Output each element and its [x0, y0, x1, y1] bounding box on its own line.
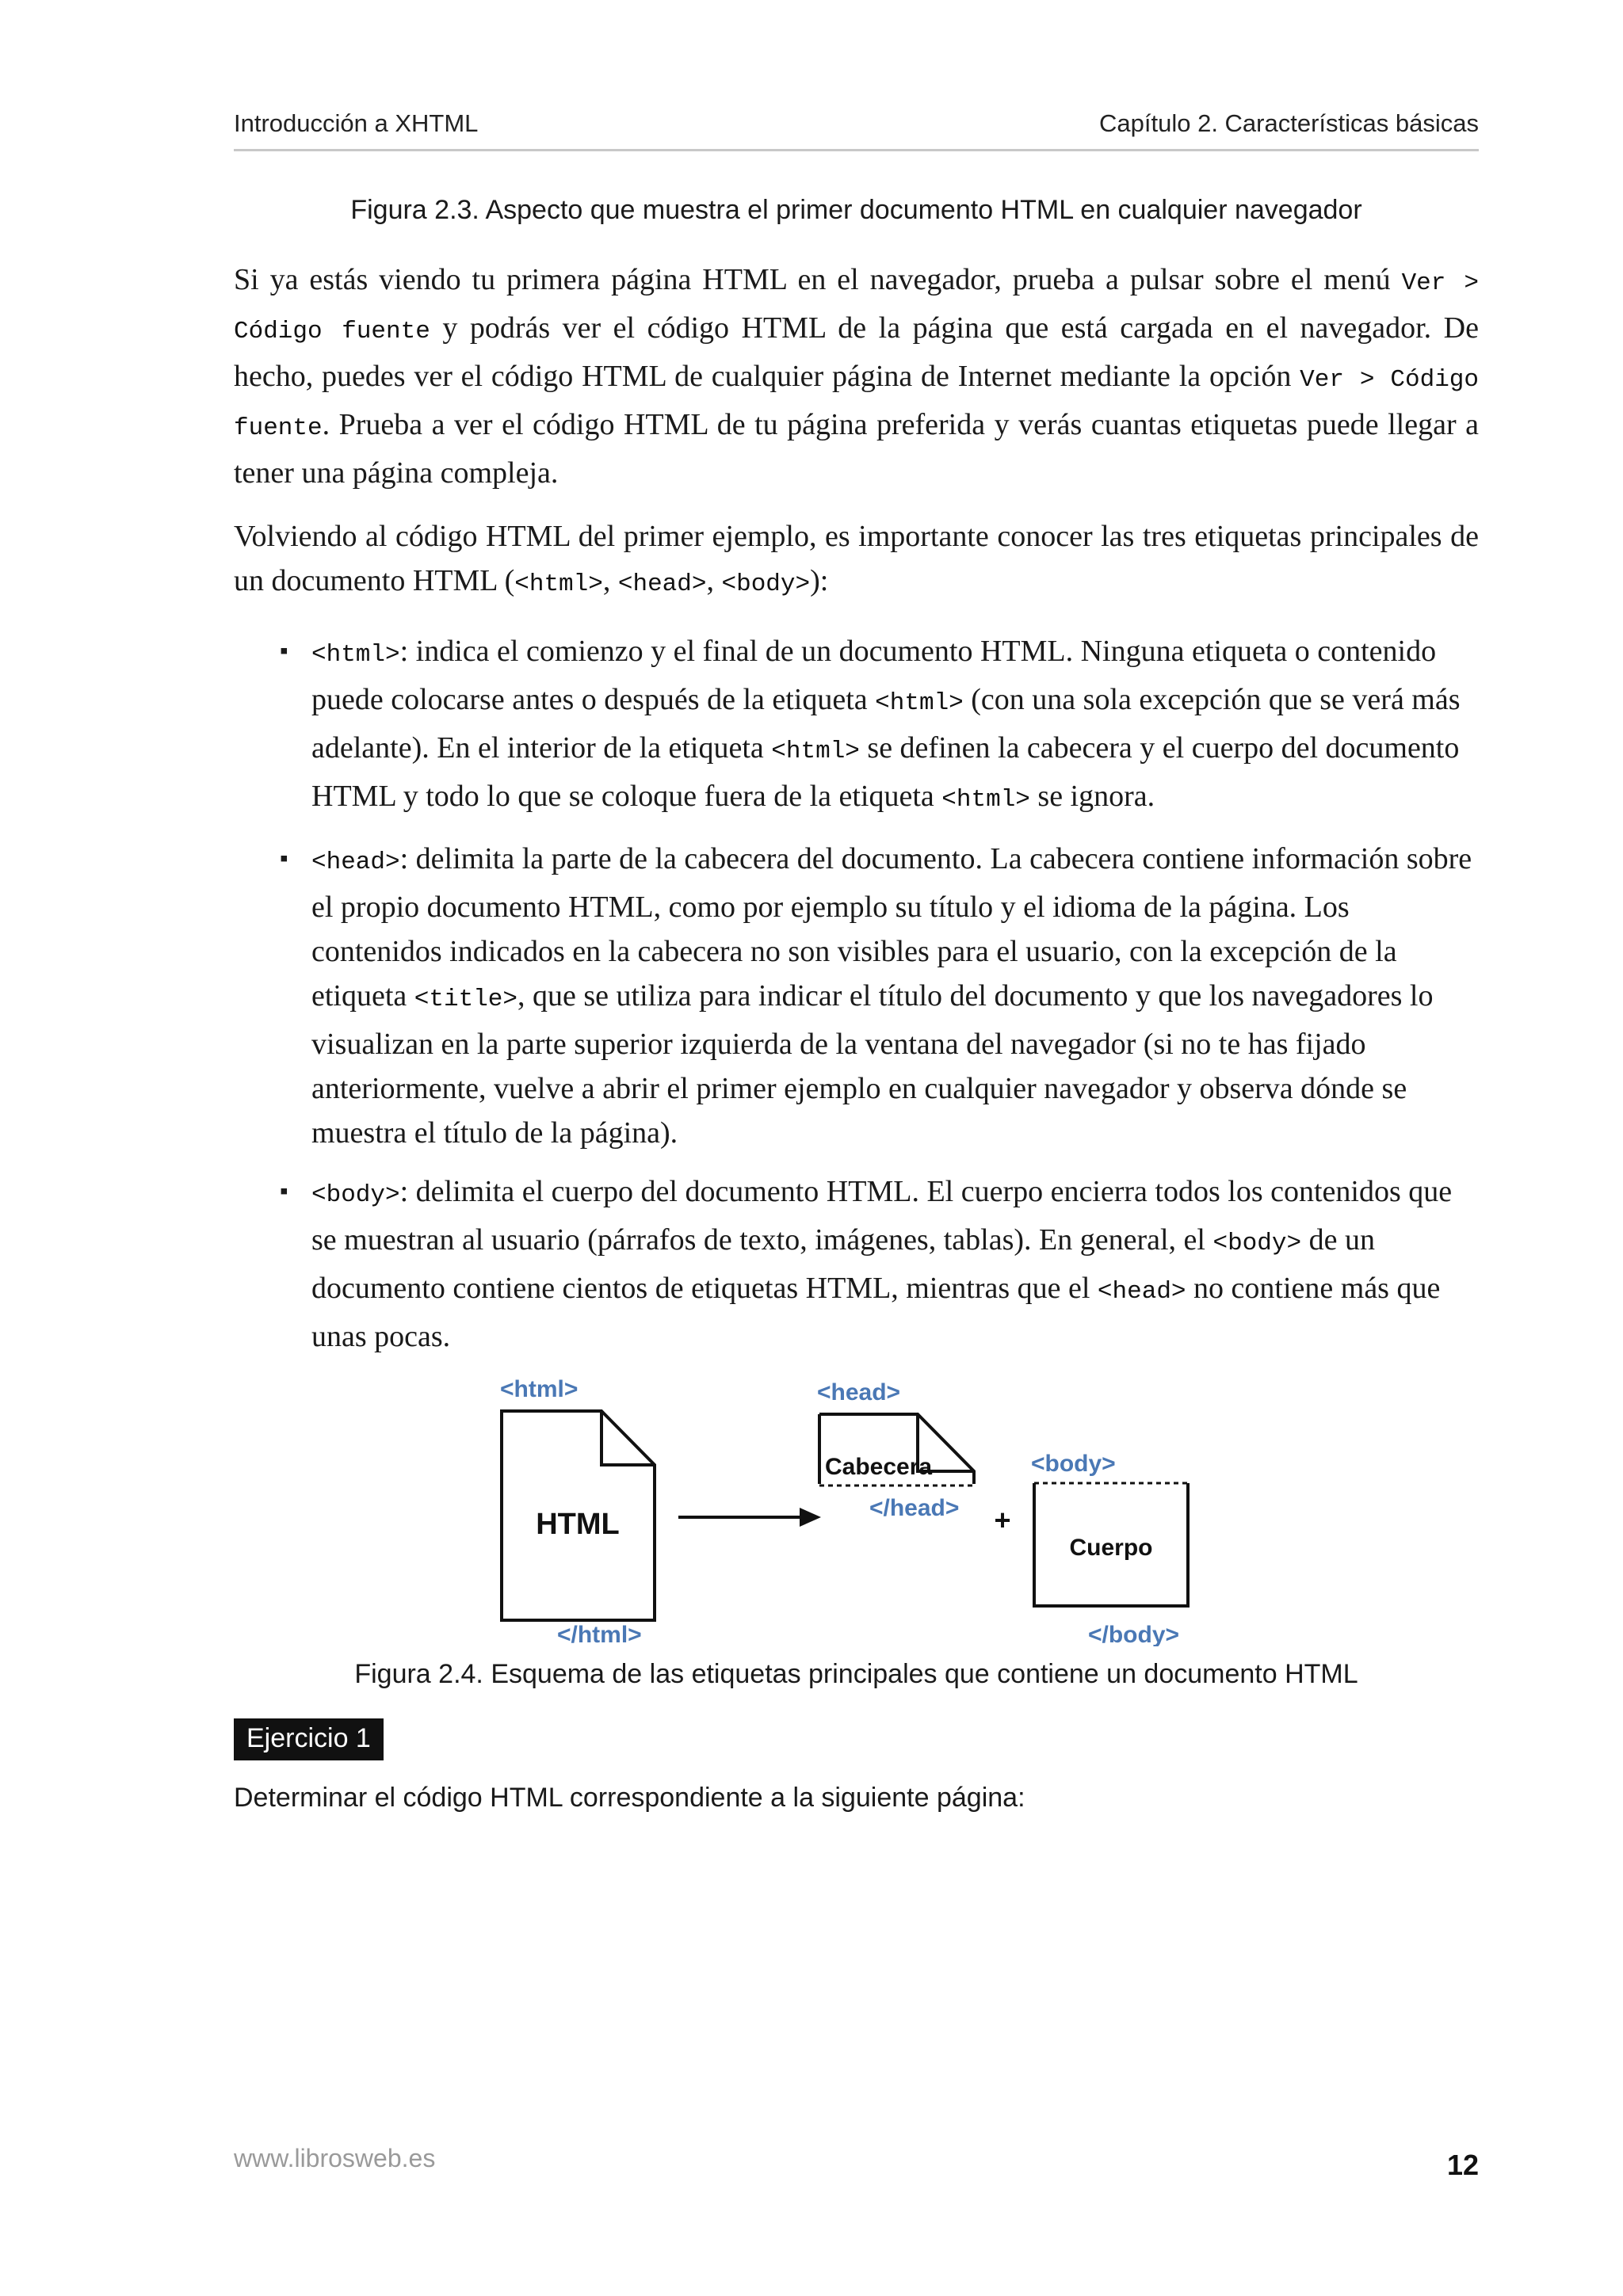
p1-text-3: . Prueba a ver el código HTML de tu página preferida y verás cuantas etiquetas puede llegar a tener una página compleja. [234, 408, 1479, 490]
item-head-text-2: , que se utiliza para indicar el título del documento y que los navegadores lo visualizan en la parte superior izquierda de la ventana del navegador (si no te has fijado anteriormente, vuelve a abrir el primer ejemplo en cualquier navegador y observa dónde se muestra el título de la página). [311, 979, 1434, 1150]
paragraph-main-tags [234, 514, 1479, 607]
diagram-head-label: Cabecera [824, 1454, 932, 1480]
diagram-body-open-tag: <body> [1030, 1451, 1116, 1477]
html-structure-diagram [500, 1373, 1213, 1646]
bullet-icon: ▪ [280, 638, 288, 664]
page-content [234, 195, 1479, 1814]
arrow-right-icon [800, 1508, 821, 1527]
item-html-text-2: (con una sola excepción que se verá más adelante). En el interior de la etiqueta [311, 683, 1461, 765]
diagram-html-close-tag: </html> [556, 1622, 642, 1646]
tag-list [234, 629, 1479, 1359]
item-html-code: <html> [311, 641, 400, 669]
header-book-title: Introducción a XHTML [234, 109, 479, 137]
diagram-plus-sign: + [993, 1504, 1011, 1536]
diagram-html-label: HTML [535, 1508, 620, 1541]
list-item-body [280, 1169, 1479, 1359]
item-body-code-2: <body> [1212, 1230, 1302, 1257]
diagram-head-open-tag: <head> [816, 1379, 900, 1405]
figure-2-3-caption: Figura 2.3. Aspecto que muestra el primer documento HTML en cualquier navegador [350, 195, 1362, 225]
footer-site-link[interactable]: www.librosweb.es [234, 2144, 436, 2172]
item-head-code-2: <title> [414, 986, 518, 1013]
p2-text-2: ): [810, 564, 829, 597]
item-body-code-3: <head> [1097, 1278, 1186, 1306]
bullet-icon: ▪ [280, 845, 288, 871]
item-body-text-2: de un documento contiene cientos de etiquetas HTML, mientras que el [311, 1223, 1375, 1305]
item-head-code: <head> [311, 849, 400, 876]
header-chapter-title: Capítulo 2. Características básicas [1099, 109, 1479, 137]
bullet-icon: ▪ [280, 1178, 288, 1204]
p2-text-1: Volviendo al código HTML del primer ejemplo, es importante conocer las tres etiquetas principales de un documento HTML ( [234, 520, 1479, 597]
running-header [234, 109, 1479, 151]
p1-text-1: Si ya estás viendo tu primera página HTML en el navegador, prueba a pulsar sobre el menú [234, 263, 1402, 296]
item-html-code-2: <html> [875, 689, 964, 717]
p1-code-menu-2: Ver > Código fuente [234, 366, 1479, 442]
exercise-badge: Ejercicio 1 [234, 1718, 384, 1760]
diagram-body-label: Cuerpo [1069, 1535, 1152, 1561]
p2-separator-2: , [706, 564, 722, 597]
item-html-text-1: : indica el comienzo y el final de un documento HTML. Ninguna etiqueta o contenido puede colocarse antes o después de la etiqueta [311, 635, 1437, 716]
item-body-text-1: : delimita el cuerpo del documento HTML. El cuerpo encierra todos los contenidos que se muestran al usuario (párrafos de texto, imágenes, tablas). En general, el [311, 1175, 1453, 1257]
item-body-code: <body> [311, 1181, 400, 1209]
item-body-text-3: no contiene más que unas pocas. [311, 1272, 1441, 1353]
exercise-instruction: Determinar el código HTML correspondiente a la siguiente página: [234, 1783, 1025, 1813]
diagram-body-close-tag: </body> [1087, 1622, 1179, 1646]
p1-code-menu-1: Ver > Código fuente [234, 269, 1479, 345]
p2-code-body: <body> [721, 570, 811, 598]
item-html-code-4: <html> [941, 786, 1030, 814]
p2-code-html: <html> [514, 570, 603, 598]
exercise-block [234, 1718, 1479, 1814]
list-item-html [280, 629, 1479, 822]
p2-code-head: <head> [617, 570, 707, 598]
diagram-head-close-tag: </head> [869, 1495, 959, 1521]
item-html-code-3: <html> [771, 738, 860, 765]
item-html-text-4: se ignora. [1029, 780, 1155, 813]
figure-2-4-caption: Figura 2.4. Esquema de las etiquetas principales que contiene un documento HTML [354, 1659, 1358, 1689]
item-head-text-1: : delimita la parte de la cabecera del documento. La cabecera contiene información sobre el propio documento HTML, como por ejemplo su título y el idioma de la página. Los contenidos indicados en la cabecera no son visibles para el usuario, con la excepción de la etiqueta [311, 842, 1472, 1013]
page-number: 12 [1446, 2149, 1479, 2181]
list-item-head [280, 837, 1479, 1155]
p1-text-2: y podrás ver el código HTML de la página que está cargada en el navegador. De hecho, puedes ver el código HTML de cualquier página de Internet mediante la opción [234, 311, 1479, 393]
paragraph-view-source [234, 257, 1479, 495]
diagram-html-open-tag: <html> [499, 1376, 578, 1402]
item-html-text-3: se definen la cabecera y el cuerpo del documento HTML y todo lo que se coloque fuera de la etiqueta [311, 731, 1460, 813]
p2-separator-1: , [602, 564, 618, 597]
